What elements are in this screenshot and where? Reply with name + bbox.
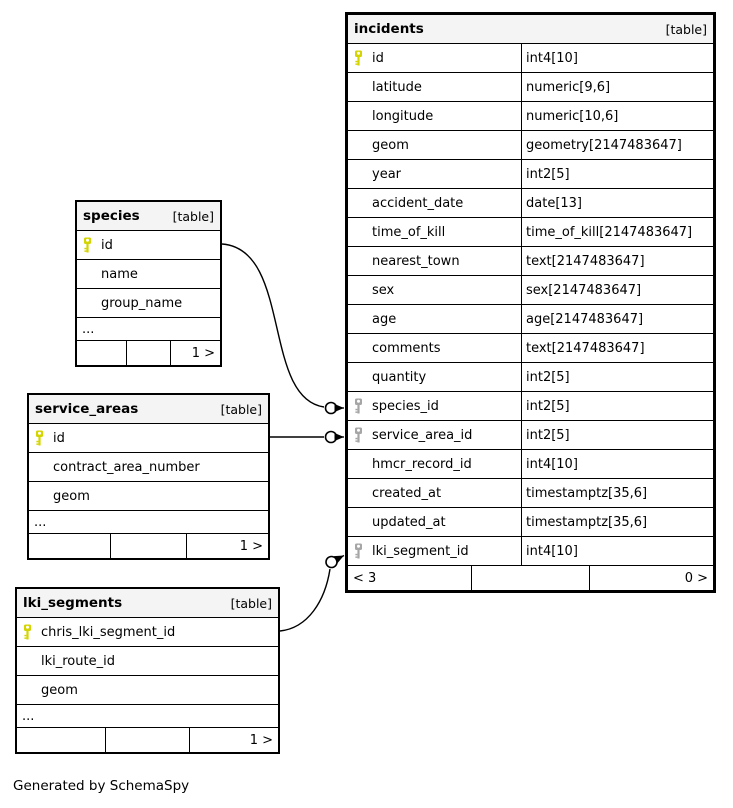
column-name-cell <box>348 537 522 565</box>
column-name: geom <box>53 488 90 504</box>
column-name: species_id <box>372 398 439 414</box>
column-row-nearest_town <box>348 247 713 276</box>
table-badge: [table] <box>665 21 707 37</box>
column-row-species_id <box>348 392 713 421</box>
column-row-created_at <box>348 479 713 508</box>
table-header <box>29 395 268 424</box>
column-row-year <box>348 160 713 189</box>
table-columns <box>348 44 713 566</box>
column-type: int2[5] <box>526 369 570 385</box>
column-type: int4[10] <box>526 50 578 66</box>
column-type: numeric[9,6] <box>526 79 611 95</box>
column-type: date[13] <box>526 195 582 211</box>
relationship-service-areas-incidents <box>270 432 344 443</box>
column-name: accident_date <box>372 195 464 211</box>
relationship-lki-segments-incidents <box>280 556 344 632</box>
column-name-cell <box>29 482 268 510</box>
column-name-cell <box>17 647 278 675</box>
column-row-latitude <box>348 73 713 102</box>
column-name: lki_segment_id <box>372 543 469 559</box>
column-row-longitude <box>348 102 713 131</box>
footer-cell-2: 1 > <box>186 534 268 558</box>
column-name-cell <box>348 392 522 420</box>
column-type: age[2147483647] <box>526 311 644 327</box>
column-name-cell <box>348 160 522 188</box>
column-name-cell <box>17 618 278 646</box>
column-name: comments <box>372 340 441 356</box>
column-name-cell <box>348 247 522 275</box>
column-name: age <box>372 311 397 327</box>
column-type: int4[10] <box>526 543 578 559</box>
table-name: species <box>83 208 140 224</box>
column-row-service_area_id <box>348 421 713 450</box>
footer-cell-1 <box>110 534 187 558</box>
column-name-cell <box>348 44 522 72</box>
table-badge: [table] <box>230 595 272 611</box>
column-name: nearest_town <box>372 253 460 269</box>
footer-cell-1 <box>126 341 171 365</box>
column-row-id <box>348 44 713 73</box>
table-badge: [table] <box>220 401 262 417</box>
column-name: updated_at <box>372 514 446 530</box>
ellipsis-label: ... <box>34 514 47 530</box>
column-row-hmcr_record_id <box>348 450 713 479</box>
column-name-cell <box>348 421 522 449</box>
column-name: created_at <box>372 485 442 501</box>
ellipsis-row <box>17 705 278 728</box>
foreign-key-icon <box>353 398 372 414</box>
column-row-accident_date <box>348 189 713 218</box>
column-name-cell <box>348 305 522 333</box>
table-columns <box>17 618 278 728</box>
column-row-id <box>77 231 220 260</box>
column-row-lki_segment_id <box>348 537 713 566</box>
column-row-lki_route_id <box>17 647 278 676</box>
relationship-curve <box>222 244 324 407</box>
relationship-species-incidents <box>222 244 344 414</box>
column-name: hmcr_record_id <box>372 456 472 472</box>
column-row-geom <box>29 482 268 511</box>
column-row-time_of_kill <box>348 218 713 247</box>
footer-cell-0 <box>29 534 110 558</box>
primary-key-icon <box>22 624 41 640</box>
column-name-cell <box>348 479 522 507</box>
column-name: geom <box>41 682 78 698</box>
column-row-geom <box>348 131 713 160</box>
column-type: timestamptz[35,6] <box>526 485 648 501</box>
column-name-cell <box>348 276 522 304</box>
table-footer <box>77 341 220 365</box>
ellipsis-label: ... <box>22 708 35 724</box>
footer-cell-2: 1 > <box>189 728 278 752</box>
column-row-updated_at <box>348 508 713 537</box>
table-footer <box>17 728 278 752</box>
arrow-segment <box>337 556 344 560</box>
cardinality-circle <box>326 403 337 414</box>
cardinality-circle <box>326 557 337 568</box>
column-type: text[2147483647] <box>526 253 645 269</box>
column-type: int2[5] <box>526 427 570 443</box>
column-row-age <box>348 305 713 334</box>
footer-cell-1 <box>105 728 189 752</box>
footer-cell-0 <box>77 341 126 365</box>
primary-key-icon <box>34 430 53 446</box>
footer-cell-2: 0 > <box>589 566 713 590</box>
relationship-curve <box>280 569 330 631</box>
column-name-cell <box>348 450 522 478</box>
ellipsis-label: ... <box>82 321 95 337</box>
column-row-geom <box>17 676 278 705</box>
ellipsis-row <box>29 511 268 534</box>
column-name: name <box>101 266 138 282</box>
table-footer <box>348 566 713 590</box>
column-name: latitude <box>372 79 422 95</box>
table-footer <box>29 534 268 558</box>
column-type: int2[5] <box>526 398 570 414</box>
footer-cell-0 <box>17 728 105 752</box>
column-row-sex <box>348 276 713 305</box>
column-name: group_name <box>101 295 183 311</box>
ellipsis-row <box>77 318 220 341</box>
foreign-key-icon <box>353 543 372 559</box>
table-name: incidents <box>354 21 424 37</box>
column-type: int2[5] <box>526 166 570 182</box>
table-lki-segments[interactable] <box>15 587 280 754</box>
column-name: contract_area_number <box>53 459 200 475</box>
column-type: text[2147483647] <box>526 340 645 356</box>
footer-cell-1 <box>471 566 590 590</box>
table-name: lki_segments <box>23 595 123 611</box>
table-columns <box>77 231 220 341</box>
column-name-cell <box>348 102 522 130</box>
primary-key-icon <box>353 50 372 66</box>
table-name: service_areas <box>35 401 139 417</box>
column-type: time_of_kill[2147483647] <box>526 224 693 240</box>
table-species[interactable] <box>75 200 222 367</box>
column-name: id <box>101 237 113 253</box>
column-name-cell <box>29 453 268 481</box>
footer-cell-2: 1 > <box>170 341 220 365</box>
table-incidents[interactable] <box>345 12 716 593</box>
column-row-name <box>77 260 220 289</box>
column-name: sex <box>372 282 395 298</box>
column-name: longitude <box>372 108 434 124</box>
column-row-contract_area_number <box>29 453 268 482</box>
column-name: service_area_id <box>372 427 473 443</box>
cardinality-circle <box>326 432 337 443</box>
column-type: int4[10] <box>526 456 578 472</box>
column-type: numeric[10,6] <box>526 108 619 124</box>
column-name-cell <box>17 676 278 704</box>
column-name-cell <box>348 218 522 246</box>
column-name-cell <box>348 73 522 101</box>
column-name: chris_lki_segment_id <box>41 624 176 640</box>
table-service-areas[interactable] <box>27 393 270 560</box>
column-name: geom <box>372 137 409 153</box>
column-name-cell <box>348 334 522 362</box>
column-name-cell <box>77 231 220 259</box>
column-row-chris_lki_segment_id <box>17 618 278 647</box>
column-name-cell <box>348 508 522 536</box>
column-row-quantity <box>348 363 713 392</box>
table-header <box>17 589 278 618</box>
column-name-cell <box>77 260 220 288</box>
column-name: id <box>372 50 384 66</box>
table-columns <box>29 424 268 534</box>
foreign-key-icon <box>353 427 372 443</box>
column-type: timestamptz[35,6] <box>526 514 648 530</box>
column-name: quantity <box>372 369 427 385</box>
column-name: id <box>53 430 65 446</box>
table-header <box>77 202 220 231</box>
column-type: geometry[2147483647] <box>526 137 682 153</box>
column-row-id <box>29 424 268 453</box>
primary-key-icon <box>82 237 101 253</box>
column-name: lki_route_id <box>41 653 115 669</box>
column-name-cell <box>348 189 522 217</box>
table-badge: [table] <box>172 208 214 224</box>
footer-cell-0: < 3 <box>353 570 377 586</box>
column-name-cell <box>29 424 268 452</box>
column-name-cell <box>348 363 522 391</box>
column-row-comments <box>348 334 713 363</box>
column-name: time_of_kill <box>372 224 446 240</box>
column-row-group_name <box>77 289 220 318</box>
column-name-cell <box>348 131 522 159</box>
column-name-cell <box>77 289 220 317</box>
column-type: sex[2147483647] <box>526 282 642 298</box>
column-name: year <box>372 166 402 182</box>
table-header <box>348 15 713 44</box>
generated-by-caption: Generated by SchemaSpy <box>13 778 190 794</box>
